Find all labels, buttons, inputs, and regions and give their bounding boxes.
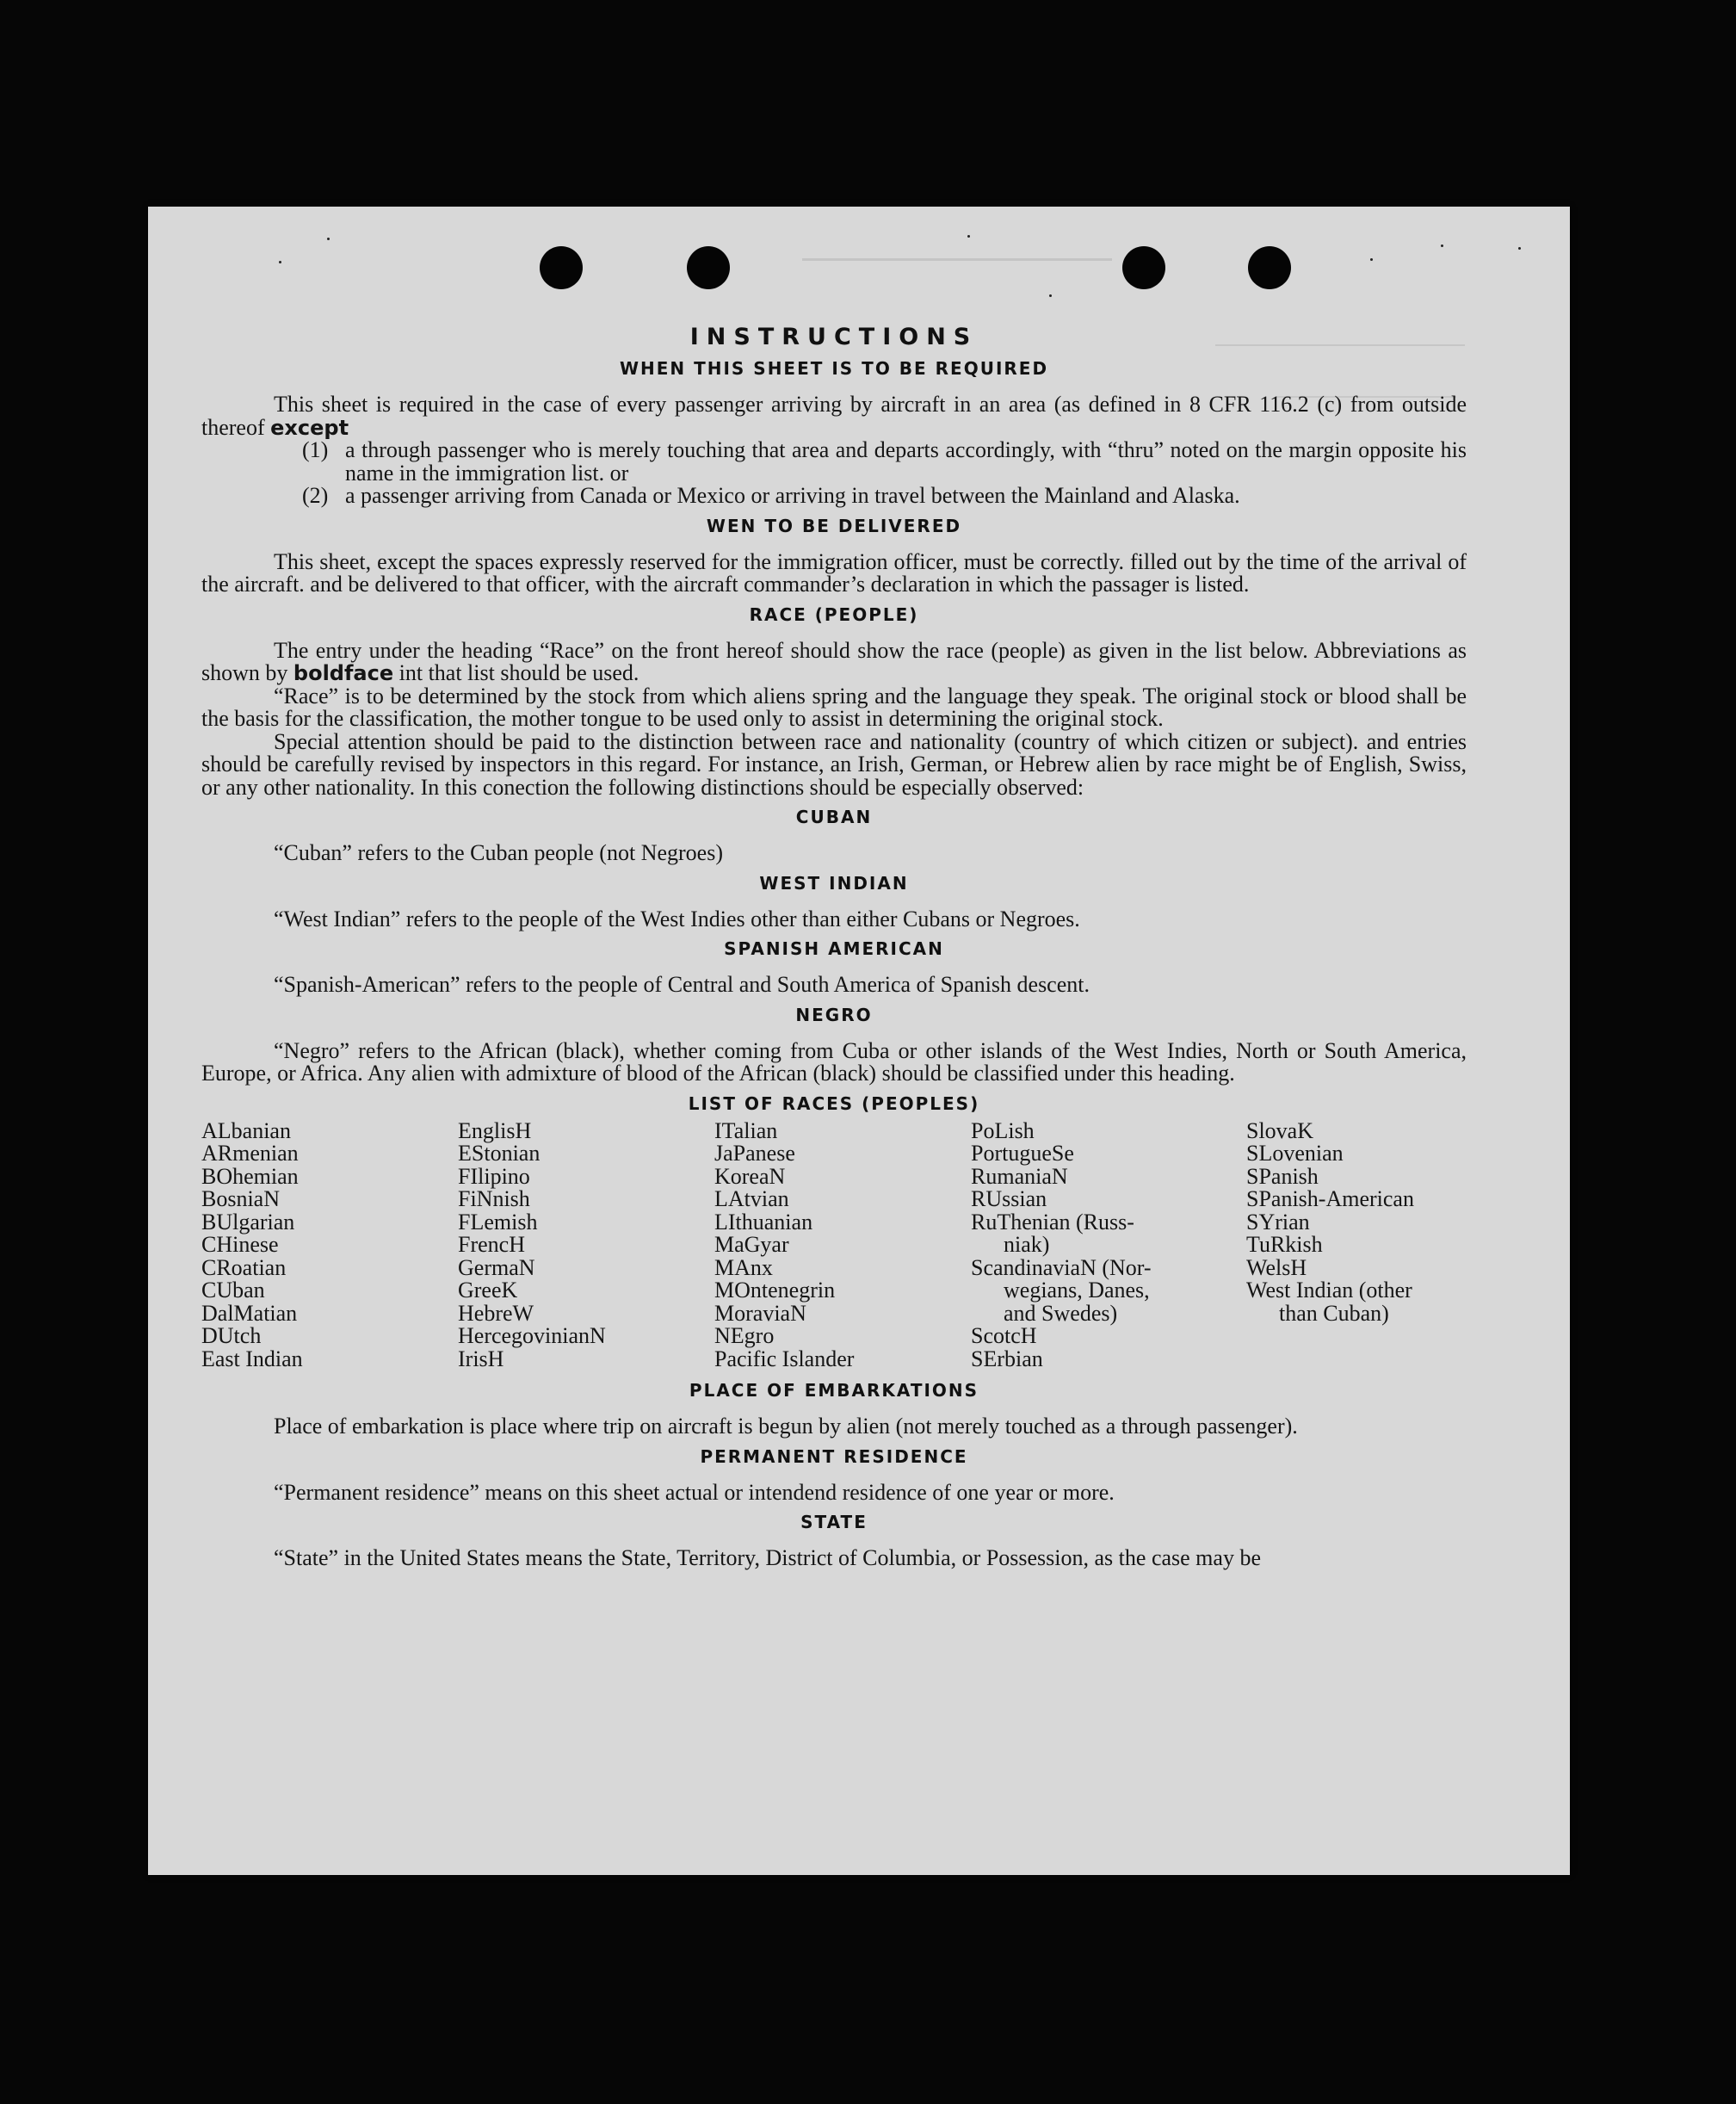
race-entry: FIlipino: [458, 1163, 530, 1189]
race-entry: ITalian: [714, 1117, 778, 1143]
race-entry: FLemish: [458, 1209, 538, 1235]
race-entry: RumaniaN: [971, 1163, 1068, 1189]
race-entry: DUtch: [201, 1323, 262, 1348]
section-title-negro: NEGRO: [795, 1004, 873, 1025]
race-entry: Pacific Islander: [714, 1346, 855, 1371]
race-entry: than Cuban): [1279, 1300, 1389, 1326]
race-entry: niak): [1004, 1232, 1050, 1257]
race-entry: DalMatian: [201, 1300, 298, 1326]
paragraph-race-heading-end: int that list should be used.: [398, 660, 639, 685]
page-title: INSTRUCTIONS: [689, 324, 979, 350]
race-entry: CUban: [201, 1278, 265, 1303]
dust-speck: [1518, 247, 1521, 250]
dust-speck: [1441, 244, 1443, 247]
race-entry: ScotcH: [971, 1323, 1037, 1348]
race-entry: SErbian: [971, 1346, 1043, 1371]
race-entry: East Indian: [201, 1346, 303, 1371]
race-entry: West Indian (other: [1246, 1278, 1412, 1303]
race-entry: TuRkish: [1246, 1232, 1323, 1257]
races-column: [714, 1117, 971, 1371]
race-entry: NEgro: [714, 1323, 775, 1348]
race-entry: BUlgarian: [201, 1209, 295, 1235]
races-column: [458, 1117, 714, 1371]
race-entry: LIthuanian: [714, 1209, 813, 1235]
races-column: [1246, 1117, 1467, 1371]
exception-number: (2): [302, 483, 329, 508]
section-title-state: STATE: [800, 1512, 868, 1532]
race-entry: BosniaN: [201, 1186, 280, 1211]
punch-hole: [1248, 246, 1291, 289]
keyword-except: except: [270, 415, 349, 440]
race-entry: ALbanian: [201, 1117, 291, 1143]
race-entry: FrencH: [458, 1232, 525, 1257]
race-entry: RUssian: [971, 1186, 1047, 1211]
exception-text: a passenger arriving from Canada or Mexico or arriving in travel between the Mainland and Alaska.: [345, 483, 1240, 508]
paragraph-permanent-residence: “Permanent residence” means on this sheet actual or intendend residence of one year or more.: [274, 1479, 1115, 1505]
keyword-boldface: boldface: [293, 661, 394, 685]
section-title-race: RACE (PEOPLE): [749, 603, 919, 625]
bleed-through-text: [802, 258, 1112, 273]
races-column: [971, 1117, 1246, 1371]
race-entry: FiNnish: [458, 1186, 530, 1211]
race-entry: SPanish-American: [1246, 1186, 1414, 1211]
race-entry: PortugueSe: [971, 1141, 1074, 1166]
exception-item: [302, 439, 1467, 485]
section-title-west-indian: WEST INDIAN: [759, 872, 909, 894]
paragraph-race-heading: [201, 637, 1467, 685]
race-entry: IrisH: [458, 1346, 504, 1371]
race-entry: JaPanese: [714, 1141, 795, 1166]
race-entry: BOhemian: [201, 1163, 299, 1189]
exception-item: [302, 485, 1467, 508]
dust-speck: [967, 235, 970, 238]
race-entry: EnglisH: [458, 1117, 532, 1143]
race-entry: HebreW: [458, 1300, 534, 1326]
paragraph-spanish-american: “Spanish-American” refers to the people of Central and South America of Spanish descent.: [274, 972, 1090, 997]
race-entry: GermaN: [458, 1254, 535, 1280]
race-entry: SYrian: [1246, 1209, 1310, 1235]
race-entry: CHinese: [201, 1232, 279, 1257]
race-entry: KoreaN: [714, 1163, 786, 1189]
paragraph-race-heading-text: The entry under the heading “Race” on the front hereof should show the race (people) as given in the list below. Abbreviations as shown by: [201, 637, 1467, 685]
section-title-required: WHEN THIS SHEET IS TO BE REQUIRED: [619, 358, 1049, 379]
paragraph-cuban: “Cuban” refers to the Cuban people (not Negroes): [274, 840, 723, 865]
document-sheet: [148, 207, 1570, 1875]
race-entry: ScandinaviaN (Nor-: [971, 1254, 1152, 1280]
race-entry: ARmenian: [201, 1141, 299, 1166]
section-title-embarkation: PLACE OF EMBARKATIONS: [689, 1380, 979, 1401]
paragraph-delivered: This sheet, except the spaces expressly reserved for the immigration officer, must be correctly. filled out by the time of the arrival of the aircraft. and be delivered to that officer, with the aircraft commander’s declaration in which the passager is listed.: [201, 548, 1467, 597]
race-entry: SlovaK: [1246, 1117, 1313, 1143]
races-column: [201, 1117, 458, 1371]
punch-hole: [1122, 246, 1165, 289]
instructions-content: [201, 325, 1467, 1570]
race-entry: SLovenian: [1246, 1141, 1344, 1166]
race-entry: GreeK: [458, 1278, 518, 1303]
dust-speck: [1049, 294, 1052, 297]
section-title-spanish-american: SPANISH AMERICAN: [724, 938, 944, 959]
punch-hole: [540, 246, 583, 289]
paragraph-race-nationality: Special attention should be paid to the distinction between race and nationality (country of which citizen or subject). and entries should be carefully revised by inspectors in this regard. For instance, an Irish, German, or Hebrew alien by race might be of English, Swiss, or any other nationality. In this conection the following distinctions should be especially observed:: [201, 728, 1467, 800]
dust-speck: [327, 238, 330, 240]
race-entry: SPanish: [1246, 1163, 1319, 1189]
section-title-cuban: CUBAN: [795, 807, 873, 827]
race-entry: CRoatian: [201, 1254, 287, 1280]
dust-speck: [279, 261, 281, 263]
paragraph-race-stock: “Race” is to be determined by the stock from which aliens spring and the language they speak. The original stock or blood shall be the basis for the classification, the mother tongue to be used only to assist in determining the original stock.: [201, 683, 1467, 731]
race-entry: MoraviaN: [714, 1300, 806, 1326]
exception-text: a through passenger who is merely touching that area and departs accordingly, with “thru” noted on the margin opposite his name in the immigration list. or: [345, 437, 1467, 486]
race-entry: RuThenian (Russ-: [971, 1209, 1134, 1235]
section-title-delivered: WEN TO BE DELIVERED: [706, 515, 962, 536]
paragraph-west-indian: “West Indian” refers to the people of the West Indies other than either Cubans or Negroes.: [274, 906, 1080, 931]
section-title-list-of-races: LIST OF RACES (PEOPLES): [688, 1092, 980, 1114]
race-entry: MaGyar: [714, 1232, 789, 1257]
race-entry: EStonian: [458, 1141, 541, 1166]
dust-speck: [1370, 258, 1373, 261]
paragraph-state: “State” in the United States means the State, Territory, District of Columbia, or Possession, as the case may be: [274, 1545, 1261, 1570]
section-title-permanent-residence: PERMANENT RESIDENCE: [700, 1445, 968, 1467]
paragraph-required-text: This sheet is required in the case of every passenger arriving by aircraft in an area (as defined in 8 CFR 116.2 (c) from outside thereof: [201, 392, 1467, 440]
race-entry: wegians, Danes,: [1004, 1278, 1150, 1303]
races-list: [201, 1117, 1467, 1371]
race-entry: WelsH: [1246, 1254, 1307, 1280]
race-entry: HercegovinianN: [458, 1323, 606, 1348]
paragraph-required: [201, 393, 1467, 439]
race-entry: LAtvian: [714, 1186, 789, 1211]
race-entry: PoLish: [971, 1117, 1035, 1143]
race-entry: MAnx: [714, 1254, 773, 1280]
paragraph-embarkation: Place of embarkation is place where trip on aircraft is begun by alien (not merely touched as a through passenger).: [274, 1414, 1298, 1439]
paragraph-negro: “Negro” refers to the African (black), whether coming from Cuba or other islands of the West Indies, North or South America, Europe, or Africa. Any alien with admixture of blood of the African (black) should be classified under this heading.: [201, 1037, 1467, 1086]
race-entry: and Swedes): [1004, 1300, 1118, 1326]
race-entry: MOntenegrin: [714, 1278, 836, 1303]
exception-number: (1): [302, 437, 329, 462]
punch-hole: [687, 246, 730, 289]
